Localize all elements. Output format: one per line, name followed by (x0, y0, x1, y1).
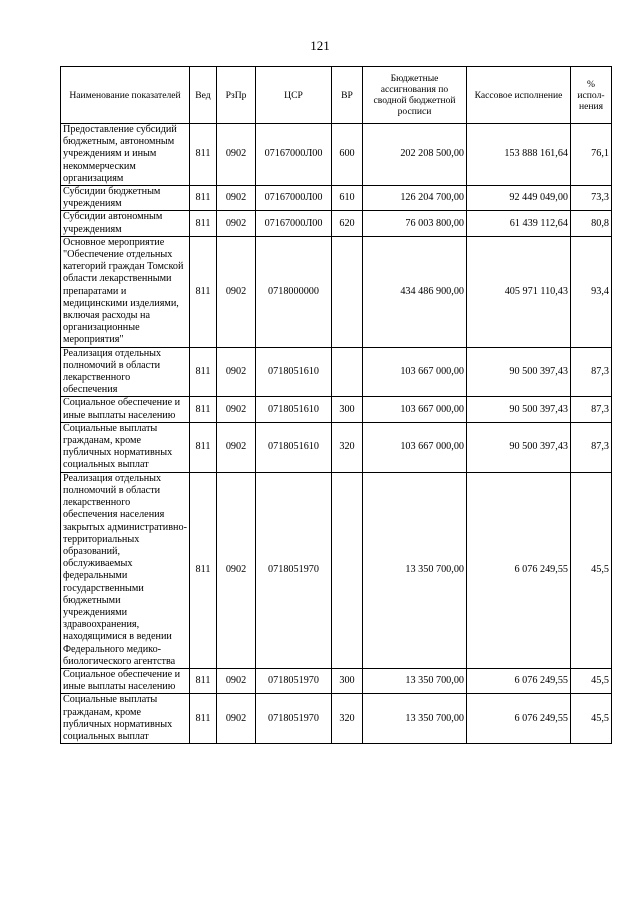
row-cash: 405 971 110,43 (467, 236, 571, 347)
table-row (61, 694, 612, 744)
table-header-row (61, 67, 612, 124)
row-ved: 811 (190, 668, 217, 693)
row-ved: 811 (190, 236, 217, 347)
row-budget: 126 204 700,00 (363, 186, 467, 211)
page-number: 121 (310, 38, 330, 53)
row-vr: 600 (332, 124, 363, 186)
row-csr: 0718051610 (256, 422, 332, 472)
row-rzpr: 0902 (217, 694, 256, 744)
row-cash: 61 439 112,64 (467, 211, 571, 236)
table-row (61, 668, 612, 693)
row-vr: 300 (332, 668, 363, 693)
row-name: Реализация отдельных полномочий в области лекарственного обеспечения населения закрытых административно-территориальных образований, обслуживаемых федеральными государственными бюджетными учреждениями здравоохранения, находящимися в ведении Федерального медико-биологического агентства (61, 472, 190, 668)
table-row (61, 186, 612, 211)
header-ved: Вед (190, 67, 217, 124)
row-rzpr: 0902 (217, 422, 256, 472)
row-budget: 434 486 900,00 (363, 236, 467, 347)
row-cash: 153 888 161,64 (467, 124, 571, 186)
row-vr: 620 (332, 211, 363, 236)
row-percent: 80,8 (571, 211, 612, 236)
row-ved: 811 (190, 694, 217, 744)
row-csr: 0718051970 (256, 472, 332, 668)
header-cash: Кассовое исполнение (467, 67, 571, 124)
row-cash: 6 076 249,55 (467, 694, 571, 744)
row-csr: 0718051610 (256, 397, 332, 422)
row-percent: 76,1 (571, 124, 612, 186)
row-budget: 76 003 800,00 (363, 211, 467, 236)
row-name: Социальное обеспечение и иные выплаты населению (61, 668, 190, 693)
row-csr: 0718051610 (256, 347, 332, 397)
row-vr: 300 (332, 397, 363, 422)
row-csr: 07167000Л00 (256, 124, 332, 186)
row-name: Реализация отдельных полномочий в области лекарственного обеспечения (61, 347, 190, 397)
row-percent: 45,5 (571, 668, 612, 693)
table-row (61, 236, 612, 347)
row-csr: 0718051970 (256, 668, 332, 693)
row-csr: 07167000Л00 (256, 186, 332, 211)
row-budget: 13 350 700,00 (363, 694, 467, 744)
row-rzpr: 0902 (217, 397, 256, 422)
table-row (61, 397, 612, 422)
row-cash: 6 076 249,55 (467, 668, 571, 693)
row-percent: 87,3 (571, 397, 612, 422)
row-budget: 103 667 000,00 (363, 347, 467, 397)
row-percent: 87,3 (571, 347, 612, 397)
row-name: Социальные выплаты гражданам, кроме публичных нормативных социальных выплат (61, 694, 190, 744)
row-rzpr: 0902 (217, 124, 256, 186)
row-vr: 320 (332, 422, 363, 472)
table-row (61, 472, 612, 668)
row-rzpr: 0902 (217, 472, 256, 668)
row-name: Субсидии автономным учреждениям (61, 211, 190, 236)
header-percent: % испол-нения (571, 67, 612, 124)
row-rzpr: 0902 (217, 347, 256, 397)
row-budget: 103 667 000,00 (363, 422, 467, 472)
table-row (61, 422, 612, 472)
row-budget: 13 350 700,00 (363, 472, 467, 668)
row-rzpr: 0902 (217, 186, 256, 211)
header-name: Наименование показателей (61, 67, 190, 124)
row-vr (332, 347, 363, 397)
row-percent: 45,5 (571, 472, 612, 668)
row-ved: 811 (190, 347, 217, 397)
row-vr: 610 (332, 186, 363, 211)
row-cash: 90 500 397,43 (467, 422, 571, 472)
row-ved: 811 (190, 211, 217, 236)
row-name: Предоставление субсидий бюджетным, автономным учреждениям и иным некоммерческим организациям (61, 124, 190, 186)
row-name: Субсидии бюджетным учреждениям (61, 186, 190, 211)
row-rzpr: 0902 (217, 211, 256, 236)
row-ved: 811 (190, 472, 217, 668)
row-ved: 811 (190, 186, 217, 211)
row-cash: 92 449 049,00 (467, 186, 571, 211)
header-budget: Бюджетные ассигнования по сводной бюджетной росписи (363, 67, 467, 124)
table-row (61, 124, 612, 186)
row-vr: 320 (332, 694, 363, 744)
row-csr: 0718000000 (256, 236, 332, 347)
header-vr: ВР (332, 67, 363, 124)
table-row (61, 211, 612, 236)
budget-execution-table (60, 66, 612, 744)
header-rzpr: РзПр (217, 67, 256, 124)
row-ved: 811 (190, 422, 217, 472)
row-name: Социальное обеспечение и иные выплаты населению (61, 397, 190, 422)
table-row (61, 347, 612, 397)
row-percent: 93,4 (571, 236, 612, 347)
row-csr: 0718051970 (256, 694, 332, 744)
row-cash: 6 076 249,55 (467, 472, 571, 668)
row-percent: 73,3 (571, 186, 612, 211)
row-name: Социальные выплаты гражданам, кроме публичных нормативных социальных выплат (61, 422, 190, 472)
row-name: Основное мероприятие "Обеспечение отдельных категорий граждан Томской области лекарственными препаратами и медицинскими изделиями, включая расходы на организационные мероприятия" (61, 236, 190, 347)
row-budget: 103 667 000,00 (363, 397, 467, 422)
row-budget: 202 208 500,00 (363, 124, 467, 186)
row-percent: 45,5 (571, 694, 612, 744)
row-csr: 07167000Л00 (256, 211, 332, 236)
row-rzpr: 0902 (217, 668, 256, 693)
row-rzpr: 0902 (217, 236, 256, 347)
row-percent: 87,3 (571, 422, 612, 472)
row-ved: 811 (190, 124, 217, 186)
row-vr (332, 472, 363, 668)
row-cash: 90 500 397,43 (467, 347, 571, 397)
row-budget: 13 350 700,00 (363, 668, 467, 693)
header-csr: ЦСР (256, 67, 332, 124)
row-ved: 811 (190, 397, 217, 422)
row-vr (332, 236, 363, 347)
row-cash: 90 500 397,43 (467, 397, 571, 422)
